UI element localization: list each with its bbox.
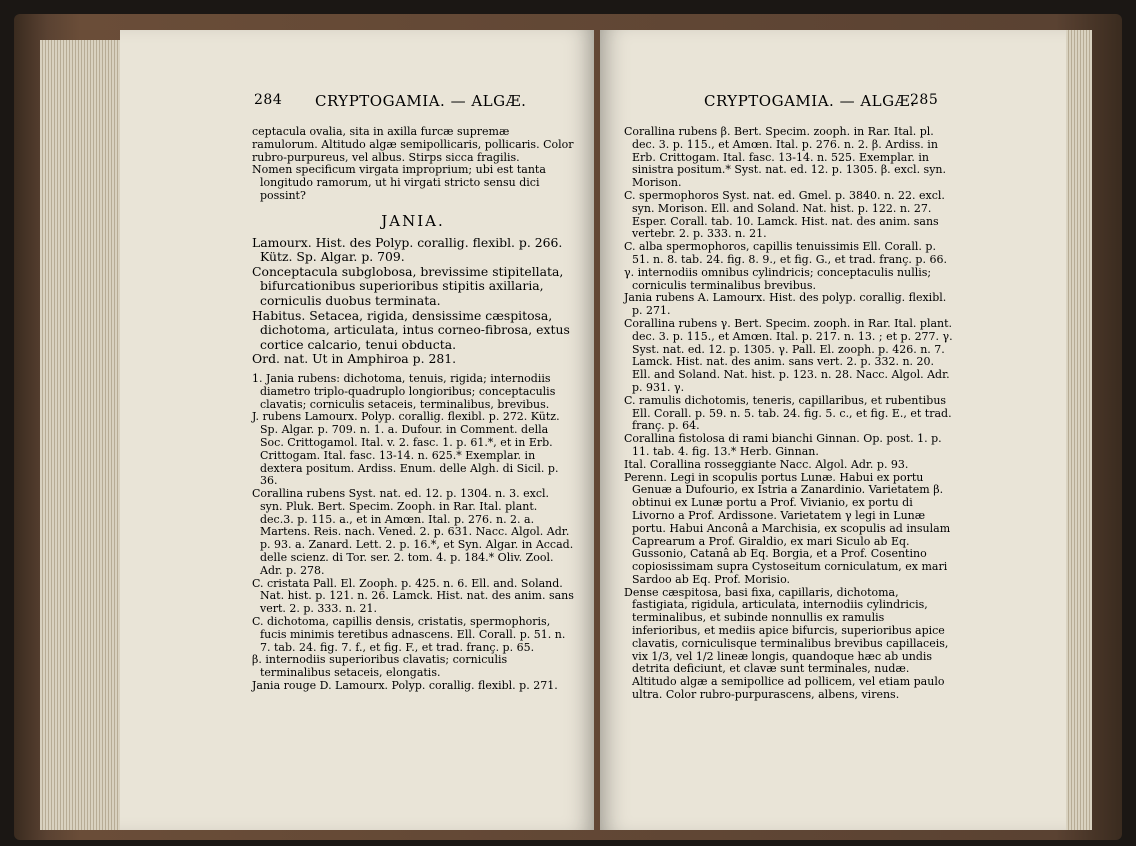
right-page-number: 285 [910, 92, 939, 108]
left-page-content [120, 30, 594, 830]
paragraph: J. rubens Lamourx. Polyp. corallig. flexibl. p. 272. Kütz. Sp. Algar. p. 709. n. 1. a. Dufour. in Comment. della Soc. Crittogamol. Ital. v. 2. fasc. 1. p. 61.*, et in Erb. Crittogam. Ital. fasc. 13-14. n. 625.* Exemplar. in dextera positum. Ardiss. Enum. delle Algh. di Sicil. p. 36. [252, 410, 560, 488]
paragraph: C. cristata Pall. El. Zooph. p. 425. n. 6. Ell. and. Soland. Nat. hist. p. 121. n. 26. Lamck. Hist. nat. des anim. sans vert. 2. p. 333. n. 21. [252, 576, 574, 616]
paragraph: Lamourx. Hist. des Polyp. corallig. flexibl. p. 266. Kütz. Sp. Algar. p. 709. [252, 234, 563, 265]
paragraph: Jania rubens A. Lamourx. Hist. des polyp. corallig. flexibl. p. 271. [624, 291, 947, 318]
paragraph: ceptacula ovalia, sita in axilla furcæ supremæ ramulorum. Altitudo algæ semipollicaris, pollicaris. Color rubro-purpureus, vel albus. Stirps sicca fragilis. [252, 125, 574, 164]
right-page-content [600, 30, 1066, 830]
paragraph: γ. internodiis omnibus cylindricis; conceptaculis nullis; corniculis terminalibus brevibus. [624, 265, 932, 292]
left-body [252, 126, 574, 693]
paragraph: C. dichotoma, capillis densis, cristatis, spermophoris, fucis minimis teretibus adnascens. Ell. Corall. p. 51. n. 7. tab. 24. fig. 7. f., et fig. F., et trad. franç. p. 65. [252, 615, 566, 654]
paragraph: Ital. Corallina rosseggiante Nacc. Algol. Adr. p. 93. [624, 457, 909, 471]
paragraph: Corallina rubens γ. Bert. Specim. zooph. in Rar. Ital. plant. dec. 3. p. 115., et Amœn. Ital. p. 217. n. 13. ; et p. 277. γ. Syst. nat. ed. 12. p. 1305. γ. Pall. El. zooph. p. 426. n. 7. Lamck. Hist. nat. des anim. sans vert. 2. p. 332. n. 20. Ell. and Soland. Nat. hist. p. 123. n. 28. Nacc. Algol. Adr. p. 931. γ. [624, 316, 953, 394]
genus-description [252, 236, 574, 367]
paragraph: Conceptacula subglobosa, brevissime stipitellata, bifurcationibus superioribus stipitis axillaria, corniculis duobus terminata. [252, 263, 564, 308]
right-running-title: CRYPTOGAMIA. — ALGÆ. [704, 92, 916, 110]
paragraph: C. ramulis dichotomis, teneris, capillaribus, et rubentibus Ell. Corall. p. 59. n. 5. tab. 24. fig. 5. c., et fig. E., et trad. franç. p. 64. [624, 393, 952, 433]
left-page-edges [40, 40, 122, 830]
left-running-head [120, 92, 594, 114]
paragraph: C. spermophoros Syst. nat. ed. Gmel. p. 3840. n. 22. excl. syn. Morison. Ell. and Soland. Nat. hist. p. 122. n. 27. Esper. Corall. tab. 10. Lamck. Hist. nat. des anim. sans vertebr. 2. p. 333. n. 21. [624, 188, 945, 241]
paragraph: 1. Jania rubens: dichotoma, tenuis, rigida; internodiis diametro triplo-quadruplo longioribus; conceptaculis clavatis; corniculis setaceis, terminalibus, brevibus. [252, 371, 556, 411]
paragraph: Habitus. Setacea, rigida, densissime cæspitosa, dichotoma, articulata, intus corneo-fibrosa, extus cortice calcario, tenui obducta. [252, 307, 570, 352]
section-title: JANIA. [381, 211, 445, 230]
left-running-title: CRYPTOGAMIA. — ALGÆ. [315, 92, 527, 110]
paragraph: Ord. nat. Ut in Amphiroa p. 281. [252, 351, 457, 367]
paragraph: Nomen specificum virgata improprium; ubi est tanta longitudo ramorum, ut hi virgati stricto sensu dici possint? [252, 163, 546, 202]
paragraph: Perenn. Legi in scopulis portus Lunæ. Habui ex portu Genuæ a Dufourio, ex Istria a Zanardinio. Varietatem β. obtinui ex Lunæ portu a Prof. Vivianio, ex portu di Livorno a Prof. Ardissone. Varietatem γ legi in Lunæ portu. Habui Anconâ a Marchisia, ex scopulis ad insulam Caprearum a Prof. Giraldio, ex mari Siculo ab Eq. Gussonio, Catanâ ab Eq. Borgia, et a Prof. Cosentino copiosissimam supra Cystoseitum corniculatum, ex mari Sardoo ab Eq. Prof. Morisio. [624, 470, 951, 586]
right-running-head [600, 92, 1066, 114]
paragraph: Corallina rubens β. Bert. Specim. zooph. in Rar. Ital. pl. dec. 3. p. 115., et Amœn. Ital. p. 276. n. 2. β. Ardiss. in Erb. Crittogam. Ital. fasc. 13-14. n. 525. Exemplar. in sinistra positum.* Syst. nat. ed. 12. p. 1305. β. excl. syn. Morison. [624, 125, 946, 190]
paragraph: β. internodiis superioribus clavatis; corniculis terminalibus setaceis, elongatis. [252, 653, 508, 680]
right-page-edges [1066, 30, 1092, 830]
left-page-number: 284 [254, 92, 283, 108]
paragraph: Dense cæspitosa, basi fixa, capillaris, dichotoma, fastigiata, rigidula, articulata, internodiis cylindricis, terminalibus, et subinde nonnullis ex ramulis inferioribus, et mediis apice bifurcis, superioribus apice clavatis, corniculisque terminalibus brevibus capillaceis, vix 1/3, vel 1/2 lineæ longis, quandoque hæc ab undis detrita deficiunt, et clavæ sunt terminales, nudæ. Altitudo algæ a semipollice ad pollicem, vel etiam paulo ultra. Color rubro-purpurascens, albens, virens. [624, 585, 949, 702]
paragraph: Corallina rubens Syst. nat. ed. 12. p. 1304. n. 3. excl. syn. Pluk. Bert. Specim. Zooph. in Rar. Ital. plant. dec.3. p. 115. a., et in Amœn. Ital. p. 276. n. 2. a. Martens. Reis. nach. Vened. 2. p. 631. Nacc. Algol. Adr. p. 93. a. Zanard. Lett. 2. p. 16.*, et Syn. Algar. in Accad. delle scienz. di Tor. ser. 2. tom. 4. p. 184.* Oliv. Zool. Adr. p. 278. [252, 487, 574, 577]
right-body [624, 126, 954, 702]
paragraph: Jania rouge D. Lamourx. Polyp. corallig. flexibl. p. 271. [252, 679, 558, 693]
paragraph: Corallina fistolosa di rami bianchi Ginnan. Op. post. 1. p. 11. tab. 4. fig. 13.* Herb. Ginnan. [624, 432, 942, 458]
paragraph: C. alba spermophoros, capillis tenuissimis Ell. Corall. p. 51. n. 8. tab. 24. fig. 8. 9., et fig. G., et trad. franç. p. 66. [624, 240, 947, 266]
